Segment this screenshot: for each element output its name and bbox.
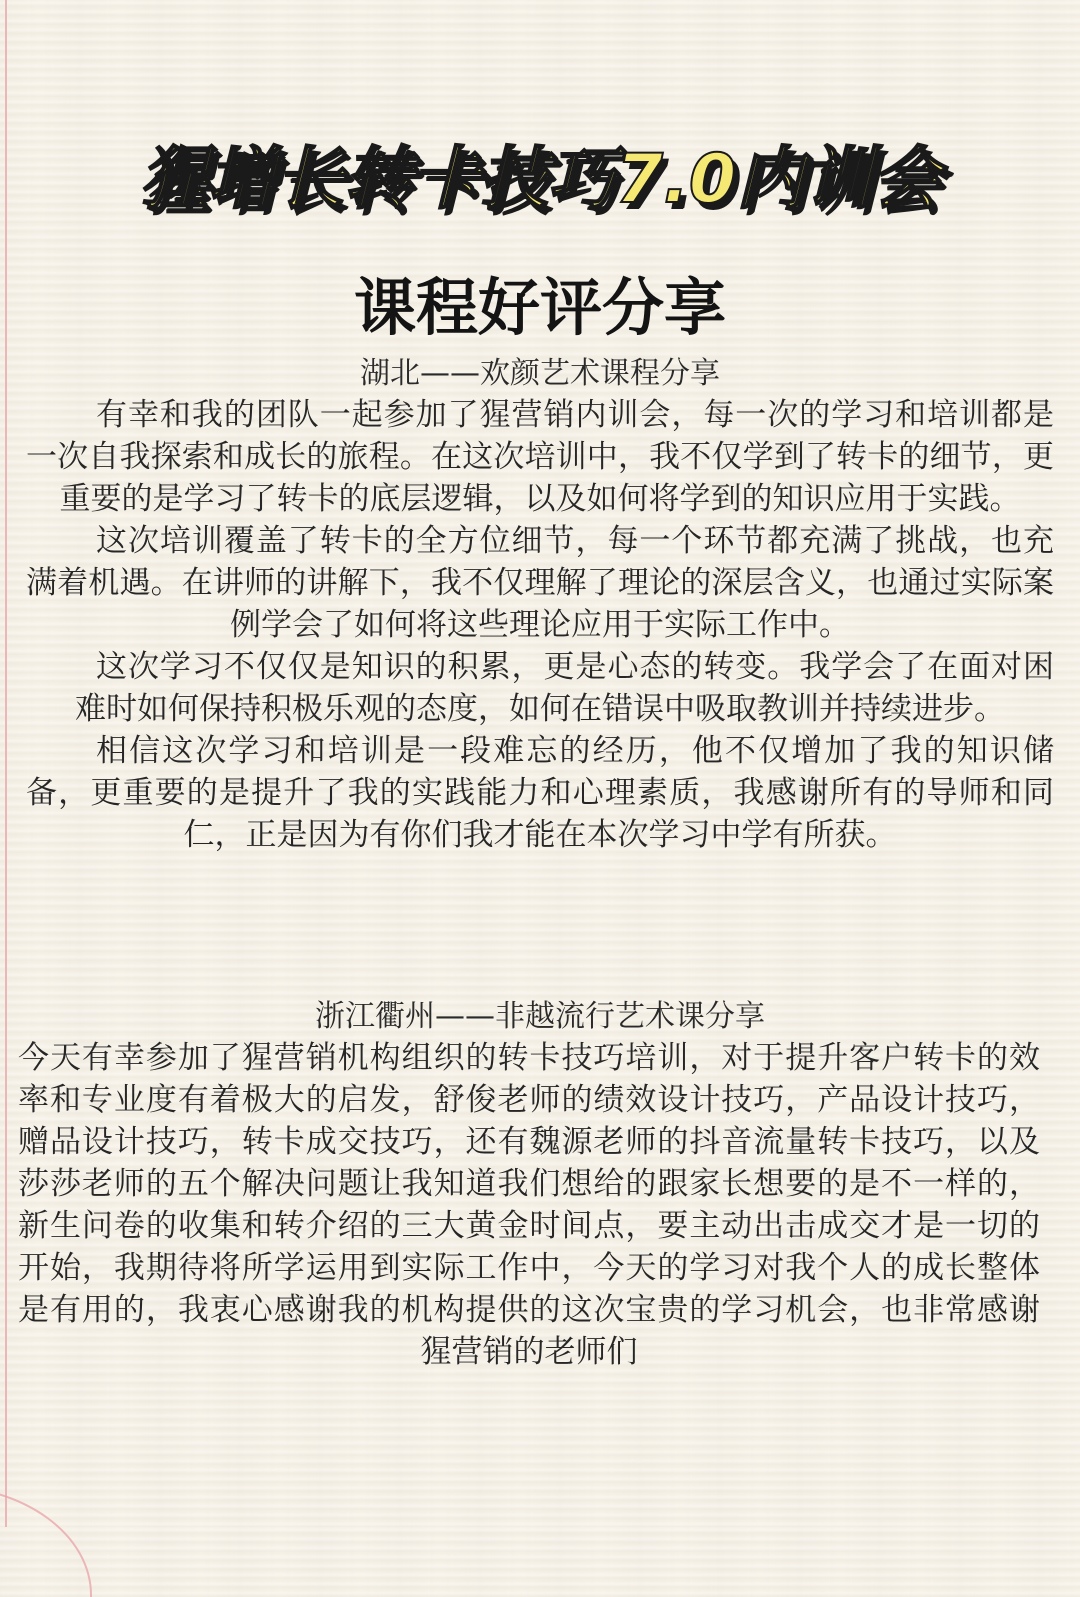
section-heading: 浙江衢州——非越流行艺术课分享 (315, 999, 765, 1034)
main-title: 猩增长转卡技巧7.0内训会 (139, 140, 941, 219)
sub-title: 课程好评分享 (353, 271, 726, 344)
review-paragraph: 这次培训覆盖了转卡的全方位细节，每一个环节都充满了挑战，也充满着机遇。在讲师的讲解下，我不仅理解了理论的深层含义，也通过实际案例学会了如何将这些理论应用于实际工作中。 (26, 523, 1054, 643)
review-paragraph: 今天有幸参加了猩营销机构组织的转卡技巧培训，对于提升客户转卡的效率和专业度有着极大的启发，舒俊老师的绩效设计技巧，产品设计技巧，赠品设计技巧，转卡成交技巧，还有魏源老师的抖音流量转卡技巧，以及莎莎老师的五个解决问题让我知道我们想给的跟家长想要的是不一样的，新生问卷的收集和转介绍的三大黄金时间点，要主动出击成交才是一切的开始，我期待将所学运用到实际工作中，今天的学习对我个人的成长整体是有用的，我衷心感谢我的机构提供的这次宝贵的学习机会，也非常感谢猩营销的老师们 (18, 1040, 1040, 1370)
review-paragraph: 这次学习不仅仅是知识的积累，更是心态的转变。我学会了在面对困难时如何保持积极乐观的态度，如何在错误中吸取教训并持续进步。 (75, 649, 1054, 727)
review-paragraph: 有幸和我的团队一起参加了猩营销内训会，每一次的学习和培训都是一次自我探索和成长的旅程。在这次培训中，我不仅学到了转卡的细节，更重要的是学习了转卡的底层逻辑，以及如何将学到的知识应用于实践。 (26, 397, 1054, 517)
review-paragraph: 相信这次学习和培训是一段难忘的经历，他不仅增加了我的知识储备，更重要的是提升了我的实践能力和心理素质，我感谢所有的导师和同仁，正是因为有你们我才能在本次学习中学有所获。 (26, 733, 1054, 853)
review-section-zhejiang-quzhou (0, 997, 1080, 1373)
section-heading: 湖北——欢颜艺术课程分享 (360, 356, 720, 391)
decorative-corner-curve (0, 1485, 92, 1597)
review-section-hubei (0, 354, 1080, 856)
